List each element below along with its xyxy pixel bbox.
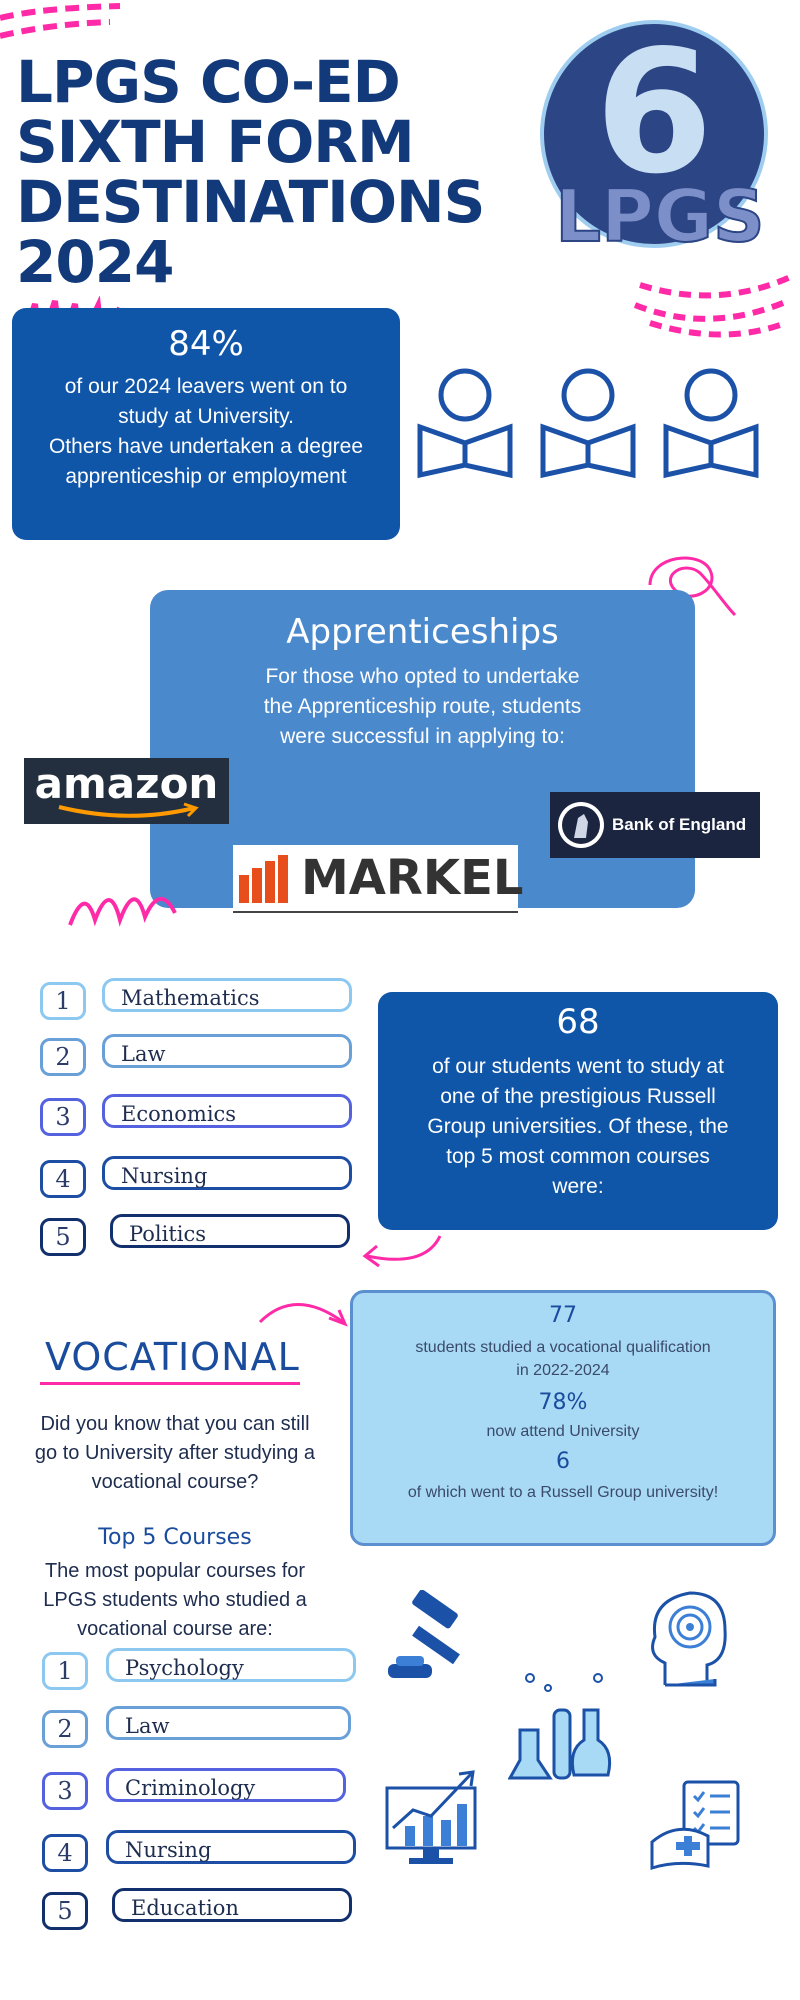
reader-icon (543, 371, 633, 475)
lpgs-badge (540, 14, 770, 258)
vocational-stat-1-text (353, 1336, 773, 1382)
pink-scribble-top (0, 0, 140, 45)
badge-text: LPGS (555, 174, 765, 258)
vocational-stat-box (350, 1290, 776, 1546)
title-line-2: SIXTH FORM (16, 108, 414, 176)
vocational-stat-3-text: of which went to a Russell Group university! (407, 1484, 719, 1501)
nurse-checklist-icon (648, 1780, 743, 1875)
vocational-stat-2-number: 78% (538, 1390, 588, 1415)
russell-rank-1: 1 (40, 982, 86, 1020)
russell-line-3: Group universities. Of these, the (427, 1115, 729, 1138)
apprenticeships-line-2: the Apprenticeship route, students (263, 695, 582, 718)
university-percent: 84% (168, 324, 244, 364)
vocational-rank-1: 1 (42, 1652, 88, 1690)
reader-icon (666, 371, 756, 475)
university-stat-box (12, 308, 400, 540)
growth-chart-icon (383, 1768, 483, 1868)
russell-text (378, 1052, 778, 1202)
top-courses-text (0, 1557, 350, 1644)
vocational-underline (40, 1382, 300, 1385)
top-courses-line-1: The most popular courses for (44, 1560, 306, 1582)
badge-number: 6 (594, 14, 714, 212)
vocational-stat-3-number: 6 (556, 1449, 570, 1474)
russell-stat-box (378, 992, 778, 1230)
vocational-stat-1-number: 77 (549, 1303, 577, 1328)
vocational-rank-4: 4 (42, 1834, 88, 1872)
top-courses-heading: Top 5 Courses (98, 1525, 252, 1550)
vocational-heading: VOCATIONAL (45, 1335, 300, 1379)
russell-course-4: Nursing (102, 1156, 352, 1190)
title-line-3: DESTINATIONS (16, 168, 485, 236)
vocational-question (5, 1410, 345, 1497)
vocational-rank-2: 2 (42, 1710, 88, 1748)
vocational-stat-1-line-1: students studied a vocational qualification (415, 1339, 711, 1356)
russell-rank-5: 5 (40, 1218, 86, 1256)
russell-line-2: one of the prestigious Russell (440, 1085, 716, 1108)
russell-course-2: Law (102, 1034, 352, 1068)
vocational-rank-3: 3 (42, 1772, 88, 1810)
vocational-q-line-3: vocational course? (91, 1471, 259, 1493)
bank-of-england-logo (550, 792, 760, 858)
markel-logo (233, 845, 524, 913)
vocational-course-4: Nursing (106, 1830, 356, 1864)
pink-zigzag (65, 875, 185, 935)
page-title (16, 48, 516, 296)
bank-of-england-text: Bank of England (612, 815, 747, 834)
markel-text: MARKEL (301, 850, 524, 906)
britannia-seal-icon (556, 800, 606, 850)
reader-icons (410, 365, 780, 480)
pink-arrow-right-icon (255, 1292, 355, 1337)
vocational-course-2: Law (106, 1706, 351, 1740)
gavel-icon (382, 1590, 482, 1685)
vocational-q-line-2: go to University after studying a (34, 1442, 316, 1464)
vocational-stat-1-line-2: in 2022-2024 (516, 1362, 610, 1379)
russell-rank-4: 4 (40, 1160, 86, 1198)
top-courses-line-2: LPGS students who studied a (43, 1589, 307, 1611)
amazon-logo (24, 758, 229, 824)
russell-line-4: top 5 most common courses (446, 1145, 710, 1168)
university-line-2: study at University. (118, 405, 294, 428)
university-line-3: Others have undertaken a degree (48, 435, 364, 458)
amazon-logo-text: amazon (34, 759, 219, 808)
apprenticeships-heading: Apprenticeships (286, 612, 559, 652)
university-line-1: of our 2024 leavers went on to (64, 375, 348, 398)
vocational-course-1: Psychology (106, 1648, 356, 1682)
university-text (12, 372, 400, 492)
markel-bars-icon (237, 853, 293, 903)
russell-number: 68 (556, 1002, 600, 1042)
apprenticeships-text (150, 662, 695, 752)
amazon-smile-icon (54, 802, 204, 822)
title-line-4: 2024 (16, 228, 174, 296)
title-line-1: LPGS CO-ED (16, 48, 400, 116)
russell-rank-2: 2 (40, 1038, 86, 1076)
reader-icon (420, 371, 510, 475)
pink-arrow-left-icon (355, 1228, 445, 1273)
brain-head-icon (645, 1585, 730, 1695)
vocational-course-3: Criminology (106, 1768, 346, 1802)
russell-course-5: Politics (110, 1214, 350, 1248)
vocational-rank-5: 5 (42, 1892, 88, 1930)
russell-rank-3: 3 (40, 1098, 86, 1136)
apprenticeships-line-3: were successful in applying to: (280, 725, 565, 748)
pink-scribble-right (630, 265, 800, 340)
lab-flasks-icon (508, 1670, 618, 1785)
russell-course-3: Economics (102, 1094, 352, 1128)
vocational-course-5: Education (112, 1888, 352, 1922)
top-courses-line-3: vocational course are: (77, 1618, 273, 1640)
russell-course-1: Mathematics (102, 978, 352, 1012)
russell-line-1: of our students went to study at (432, 1055, 724, 1078)
vocational-q-line-1: Did you know that you can still (40, 1413, 310, 1435)
vocational-stat-2-text: now attend University (486, 1423, 640, 1440)
russell-line-5: were: (552, 1175, 604, 1198)
apprenticeships-line-1: For those who opted to undertake (265, 665, 580, 688)
university-line-4: apprenticeship or employment (65, 465, 347, 488)
